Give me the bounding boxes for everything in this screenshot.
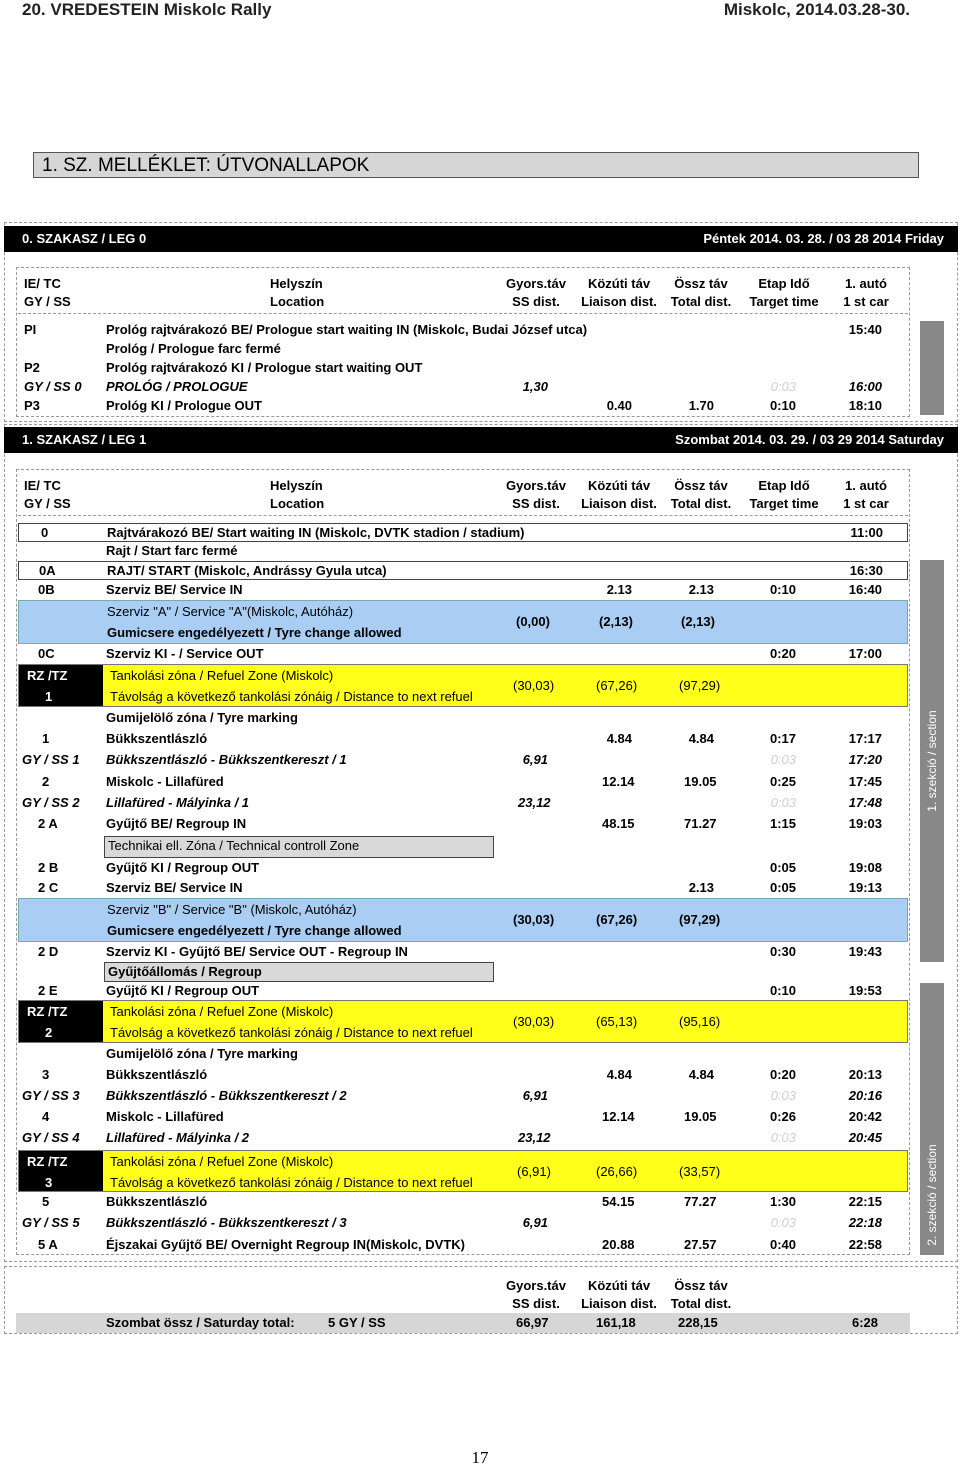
cell-ss: 6,91 bbox=[522, 1088, 548, 1103]
cell-car: 20:13 bbox=[848, 1067, 882, 1082]
refuel-zone-3 bbox=[18, 1150, 908, 1192]
leg1-head-id bbox=[24, 478, 71, 511]
cell-ti: 0:05 bbox=[769, 880, 796, 895]
cell-id: GY / SS 2 bbox=[22, 795, 80, 810]
cell-ss: 23,12 bbox=[518, 795, 551, 810]
refuel-zone-2-label bbox=[19, 1001, 103, 1042]
col-loc-en: Location bbox=[270, 294, 325, 309]
leg1-head-car bbox=[838, 478, 894, 511]
cell-car: 17:17 bbox=[848, 731, 882, 746]
cell-car: 17:00 bbox=[848, 646, 882, 661]
cell-loc: Gumijelölő zóna / Tyre marking bbox=[106, 1046, 298, 1061]
summary-label: Szombat össz / Saturday total: bbox=[106, 1315, 295, 1330]
cell-li: 12.14 bbox=[602, 1109, 635, 1124]
cell-car: 11:00 bbox=[850, 525, 883, 540]
leg1-row-tyre-marking-2 bbox=[18, 1045, 908, 1064]
cell-car: 19:08 bbox=[848, 860, 882, 875]
cell-loc: Gumijelölő zóna / Tyre marking bbox=[106, 710, 298, 725]
service-a-title: Szerviz "A" / Service "A"(Miskolc, Autóház) bbox=[107, 604, 354, 619]
summary-total-row bbox=[16, 1313, 910, 1333]
leg1-head-li bbox=[576, 478, 662, 511]
cell-id: 2 C bbox=[38, 880, 59, 895]
leg0-bar bbox=[4, 226, 958, 252]
cell-to: 71.27 bbox=[684, 816, 717, 831]
rz-to: (95,16) bbox=[679, 1014, 721, 1029]
section-1-label: 1. szekció / section bbox=[925, 710, 939, 812]
leg1-row-2a bbox=[18, 815, 908, 834]
leg1-row-tyre-marking-1 bbox=[18, 709, 908, 728]
summary-count: 5 GY / SS bbox=[328, 1315, 386, 1330]
cell-id: P2 bbox=[24, 360, 40, 375]
rz-header: RZ /TZ bbox=[27, 1154, 68, 1169]
rz-distance-label: Távolság a következő tankolási zónáig / Distance to next refuel bbox=[110, 689, 473, 704]
cell-id: P3 bbox=[24, 398, 40, 413]
cell-li: 0.40 bbox=[606, 398, 632, 413]
cell-car: 17:45 bbox=[848, 774, 882, 789]
service-a-box bbox=[18, 600, 908, 644]
summary-li: 161,18 bbox=[596, 1315, 636, 1330]
sum-to-hu: Össz táv bbox=[674, 1278, 728, 1293]
cell-to: 19.05 bbox=[684, 774, 717, 789]
cell-id: GY / SS 3 bbox=[22, 1088, 80, 1103]
leg1-row-0b bbox=[18, 581, 908, 600]
col-li-en: Liaison dist. bbox=[581, 294, 657, 309]
leg1-row-2e bbox=[18, 982, 908, 1001]
cell-loc: Miskolc - Lillafüred bbox=[106, 774, 224, 789]
leg0-head-divider bbox=[18, 313, 908, 314]
col-ss-hu: Gyors.táv bbox=[506, 478, 566, 493]
cell-ti: 0:03 bbox=[770, 1130, 796, 1145]
cell-loc: Prológ rajtvárakozó BE/ Prologue start waiting IN (Miskolc, Budai József utca) bbox=[106, 322, 588, 337]
cell-ss: 23,12 bbox=[518, 1130, 551, 1145]
summary-ss: 66,97 bbox=[516, 1315, 549, 1330]
service-b-ss: (30,03) bbox=[513, 912, 555, 927]
col-ti-hu: Etap Idő bbox=[758, 276, 810, 291]
rz-distance-label: Távolság a következő tankolási zónáig / Distance to next refuel bbox=[110, 1025, 473, 1040]
service-b-to: (97,29) bbox=[679, 912, 721, 927]
cell-ti: 0:05 bbox=[769, 860, 796, 875]
cell-id: 2 B bbox=[38, 860, 59, 875]
cell-ss: 1,30 bbox=[522, 379, 548, 394]
rz-title: Tankolási zóna / Refuel Zone (Miskolc) bbox=[110, 668, 334, 683]
rz-to: (33,57) bbox=[679, 1164, 721, 1179]
cell-id: 5 bbox=[42, 1194, 50, 1209]
summary-to: 228,15 bbox=[678, 1315, 718, 1330]
cell-car: 22:58 bbox=[848, 1237, 882, 1252]
cell-to: 1.70 bbox=[688, 398, 714, 413]
col-ti-hu: Etap Idő bbox=[758, 478, 810, 493]
rz-li: (65,13) bbox=[596, 1014, 638, 1029]
rz-distance-label: Távolság a következő tankolási zónáig / Distance to next refuel bbox=[110, 1175, 473, 1190]
leg0-row-p1 bbox=[18, 321, 908, 340]
leg0-head-loc bbox=[270, 276, 324, 309]
refuel-zone-1 bbox=[18, 664, 908, 707]
cell-ti: 0:03 bbox=[770, 1088, 796, 1103]
cell-id: PI bbox=[24, 322, 37, 337]
col-id-en: GY / SS bbox=[24, 294, 71, 309]
cell-id: 4 bbox=[42, 1109, 50, 1124]
cell-id: GY / SS 5 bbox=[22, 1215, 80, 1230]
leg1-row-2d bbox=[18, 943, 908, 962]
leg1-row-3 bbox=[18, 1066, 908, 1085]
leg0-head-id bbox=[24, 276, 71, 309]
leg1-head-divider bbox=[18, 515, 908, 516]
col-ss-en: SS dist. bbox=[512, 294, 560, 309]
leg1-row-ss2 bbox=[18, 794, 908, 813]
cell-to: 4.84 bbox=[688, 731, 714, 746]
leg1-date: Szombat 2014. 03. 29. / 03 29 2014 Saturday bbox=[675, 432, 944, 447]
col-loc-hu: Helyszín bbox=[270, 478, 323, 493]
service-a-to: (2,13) bbox=[681, 614, 715, 629]
cell-to: 4.84 bbox=[688, 1067, 714, 1082]
cell-li: 12.14 bbox=[602, 774, 635, 789]
cell-loc: Lillafüred - Mályinka / 1 bbox=[106, 795, 250, 810]
leg1-row-parc bbox=[18, 542, 908, 561]
cell-ss: 6,91 bbox=[522, 1215, 548, 1230]
refuel-zone-1-label bbox=[19, 665, 103, 706]
cell-ss: 6,91 bbox=[522, 752, 548, 767]
page-number: 17 bbox=[471, 1448, 489, 1467]
cell-id: 0C bbox=[38, 646, 55, 661]
rz-number: 1 bbox=[45, 689, 53, 704]
cell-car: 19:03 bbox=[848, 816, 882, 831]
col-car-en: 1 st car bbox=[843, 294, 889, 309]
cell-loc: PROLÓG / PROLOGUE bbox=[106, 379, 248, 394]
summary-ti: 6:28 bbox=[852, 1315, 879, 1330]
rz-li: (26,66) bbox=[596, 1164, 638, 1179]
leg1-head-ss bbox=[502, 478, 570, 511]
cell-loc: Bükkszentlászló bbox=[106, 731, 208, 746]
col-ss-hu: Gyors.táv bbox=[506, 276, 566, 291]
leg0-head-to bbox=[666, 276, 736, 309]
col-to-en: Total dist. bbox=[670, 294, 732, 309]
col-li-hu: Közúti táv bbox=[587, 276, 651, 291]
cell-loc: Bükkszentlászló bbox=[106, 1194, 208, 1209]
col-to-hu: Össz táv bbox=[674, 276, 728, 291]
leg1-row-5a bbox=[18, 1236, 908, 1255]
cell-ti: 0:03 bbox=[770, 795, 796, 810]
rz-title: Tankolási zóna / Refuel Zone (Miskolc) bbox=[110, 1154, 334, 1169]
cell-id: 2 E bbox=[38, 983, 58, 998]
leg1-head-loc bbox=[270, 478, 324, 511]
technical-control-zone: Technikai ell. Zóna / Technical controll Zone bbox=[104, 836, 494, 858]
summary-head-ss bbox=[502, 1278, 570, 1311]
cell-ti: 0:30 bbox=[769, 944, 796, 959]
cell-loc: Gyűjtő KI / Regroup OUT bbox=[106, 983, 260, 998]
rz-li: (67,26) bbox=[596, 678, 638, 693]
refuel-zone-2 bbox=[18, 1000, 908, 1043]
event-title: 20. VREDESTEIN Miskolc Rally bbox=[22, 0, 272, 19]
rz-number: 3 bbox=[45, 1175, 53, 1190]
cell-loc: Rajt / Start farc fermé bbox=[106, 543, 238, 558]
summary-head-li bbox=[576, 1278, 662, 1311]
cell-li: 20.88 bbox=[602, 1237, 635, 1252]
rz-ss: (30,03) bbox=[513, 1014, 555, 1029]
service-a-li: (2,13) bbox=[599, 614, 633, 629]
section-2-label: 2. szekció / section bbox=[925, 1144, 939, 1246]
leg0-row-p3 bbox=[18, 397, 908, 416]
cell-ti: 0:20 bbox=[769, 646, 796, 661]
prologue-side-bar bbox=[920, 321, 944, 415]
col-id-hu: IE/ TC bbox=[24, 478, 61, 493]
leg1-row-2c bbox=[18, 879, 908, 898]
cell-car: 19:53 bbox=[848, 983, 882, 998]
leg1-row-2 bbox=[18, 773, 908, 792]
cell-id: 0B bbox=[38, 582, 55, 597]
leg1-title: 1. SZAKASZ / LEG 1 bbox=[22, 432, 147, 447]
cell-car: 16:40 bbox=[848, 582, 882, 597]
sum-li-en: Liaison dist. bbox=[581, 1296, 657, 1311]
col-ti-en: Target time bbox=[749, 294, 819, 309]
cell-car: 15:40 bbox=[848, 322, 882, 337]
cell-loc: Prológ KI / Prologue OUT bbox=[106, 398, 262, 413]
cell-loc: Bükkszentlászló - Bükkszentkereszt / 1 bbox=[106, 752, 347, 767]
col-id-en: GY / SS bbox=[24, 496, 71, 511]
col-li-en: Liaison dist. bbox=[581, 496, 657, 511]
col-to-en: Total dist. bbox=[670, 496, 732, 511]
col-car-en: 1 st car bbox=[843, 496, 889, 511]
leg1-head-to bbox=[666, 478, 736, 511]
cell-li: 48.15 bbox=[602, 816, 635, 831]
cell-id: 2 bbox=[42, 774, 50, 789]
cell-id: GY / SS 4 bbox=[22, 1130, 80, 1145]
cell-ti: 0:17 bbox=[769, 731, 796, 746]
cell-ti: 1:15 bbox=[769, 816, 796, 831]
sum-to-en: Total dist. bbox=[670, 1296, 732, 1311]
cell-car: 17:20 bbox=[848, 752, 882, 767]
cell-ti: 0:03 bbox=[770, 752, 796, 767]
service-a-tyre: Gumicsere engedélyezett / Tyre change allowed bbox=[107, 625, 402, 640]
cell-to: 19.05 bbox=[684, 1109, 717, 1124]
cell-to: 77.27 bbox=[684, 1194, 717, 1209]
summary-head-to bbox=[666, 1278, 736, 1311]
cell-to: 2.13 bbox=[688, 582, 714, 597]
cell-loc: Szerviz BE/ Service IN bbox=[106, 582, 243, 597]
service-a-ss: (0,00) bbox=[516, 614, 550, 629]
cell-id: 0 bbox=[41, 525, 49, 540]
leg0-head-ti bbox=[742, 276, 826, 309]
cell-ti: 1:30 bbox=[769, 1194, 796, 1209]
leg1-row-ss1 bbox=[18, 751, 908, 770]
cell-loc: Prológ rajtvárakozó KI / Prologue start waiting OUT bbox=[106, 360, 423, 375]
col-id-hu: IE/ TC bbox=[24, 276, 61, 291]
service-b-box bbox=[18, 898, 908, 942]
cell-loc: Miskolc - Lillafüred bbox=[106, 1109, 224, 1124]
rz-title: Tankolási zóna / Refuel Zone (Miskolc) bbox=[110, 1004, 334, 1019]
cell-ti: 0:20 bbox=[769, 1067, 796, 1082]
leg1-bar bbox=[4, 427, 958, 453]
cell-id: 2 A bbox=[38, 816, 58, 831]
cell-loc: Szerviz BE/ Service IN bbox=[106, 880, 243, 895]
cell-loc: Bükkszentlászló - Bükkszentkereszt / 3 bbox=[106, 1215, 347, 1230]
leg1-row-4 bbox=[18, 1108, 908, 1127]
rz-header: RZ /TZ bbox=[27, 1004, 68, 1019]
cell-loc: Rajtvárakozó BE/ Start waiting IN (Miskolc, DVTK stadion / stadium) bbox=[107, 525, 525, 540]
col-car-hu: 1. autó bbox=[845, 478, 887, 493]
rz-header: RZ /TZ bbox=[27, 668, 68, 683]
cell-li: 54.15 bbox=[602, 1194, 635, 1209]
leg1-row-ss4 bbox=[18, 1129, 908, 1148]
cell-ti: 0:10 bbox=[769, 582, 796, 597]
leg0-head-ss bbox=[502, 276, 570, 309]
cell-loc: Lillafüred - Mályinka / 2 bbox=[106, 1130, 250, 1145]
cell-ti: 0:25 bbox=[769, 774, 796, 789]
col-to-hu: Össz táv bbox=[674, 478, 728, 493]
cell-id: 5 A bbox=[38, 1237, 58, 1252]
leg0-date: Péntek 2014. 03. 28. / 03 28 2014 Friday bbox=[703, 231, 944, 246]
leg1-head-ti bbox=[742, 478, 826, 511]
rz-to: (97,29) bbox=[679, 678, 721, 693]
annex-title: 1. SZ. MELLÉKLET: ÚTVONALLAPOK bbox=[33, 152, 919, 178]
cell-ti: 0:26 bbox=[769, 1109, 796, 1124]
cell-car: 20:42 bbox=[848, 1109, 882, 1124]
cell-loc: Éjszakai Gyűjtő BE/ Overnight Regroup IN(Miskolc, DVTK) bbox=[106, 1237, 465, 1252]
cell-id: GY / SS 0 bbox=[24, 379, 82, 394]
event-place-date: Miskolc, 2014.03.28-30. bbox=[723, 0, 910, 19]
cell-ti: 0:03 bbox=[770, 1215, 796, 1230]
section-2-bar bbox=[920, 983, 944, 1255]
cell-car: 16:30 bbox=[849, 563, 883, 578]
leg1-row-5 bbox=[18, 1193, 908, 1212]
leg0-row-ss0 bbox=[18, 378, 908, 397]
cell-car: 18:10 bbox=[848, 398, 882, 413]
leg1-row-0a bbox=[18, 561, 908, 580]
cell-loc: Bükkszentlászló bbox=[106, 1067, 208, 1082]
cell-ti: 0:10 bbox=[769, 983, 796, 998]
cell-id: GY / SS 1 bbox=[22, 752, 80, 767]
cell-car: 20:16 bbox=[848, 1088, 882, 1103]
cell-id: 1 bbox=[42, 731, 50, 746]
service-b-title: Szerviz "B" / Service "B" (Miskolc, Autóház) bbox=[107, 902, 357, 917]
service-b-li: (67,26) bbox=[596, 912, 638, 927]
col-loc-en: Location bbox=[270, 496, 325, 511]
cell-ti: 0:40 bbox=[769, 1237, 796, 1252]
cell-loc: Prológ / Prologue farc fermé bbox=[106, 341, 281, 356]
leg1-row-ss3 bbox=[18, 1087, 908, 1106]
section-1-bar bbox=[920, 560, 944, 962]
col-li-hu: Közúti táv bbox=[587, 478, 651, 493]
sum-ss-en: SS dist. bbox=[512, 1296, 560, 1311]
cell-car: 17:48 bbox=[848, 795, 882, 810]
leg1-row-0c bbox=[18, 645, 908, 664]
leg1-row-2b bbox=[18, 859, 908, 878]
cell-loc: Gyűjtő BE/ Regroup IN bbox=[106, 816, 247, 831]
rz-ss: (6,91) bbox=[517, 1164, 551, 1179]
cell-li: 4.84 bbox=[606, 1067, 632, 1082]
cell-car: 19:43 bbox=[848, 944, 882, 959]
leg0-row-parc bbox=[18, 340, 908, 359]
leg1-row-ss5 bbox=[18, 1214, 908, 1233]
sum-ss-hu: Gyors.táv bbox=[506, 1278, 566, 1293]
leg0-head-li bbox=[576, 276, 662, 309]
col-ss-en: SS dist. bbox=[512, 496, 560, 511]
cell-ti: 0:03 bbox=[770, 379, 796, 394]
cell-loc: Gyűjtő KI / Regroup OUT bbox=[106, 860, 260, 875]
cell-loc: Szerviz KI - Gyűjtő BE/ Service OUT - Regroup IN bbox=[106, 944, 408, 959]
cell-loc: Szerviz KI - / Service OUT bbox=[106, 646, 264, 661]
rz-ss: (30,03) bbox=[513, 678, 555, 693]
leg0-row-p2 bbox=[18, 359, 908, 378]
cell-to: 27.57 bbox=[684, 1237, 717, 1252]
leg1-row-1 bbox=[18, 730, 908, 749]
cell-id: 3 bbox=[42, 1067, 50, 1082]
leg0-head-car bbox=[838, 276, 894, 309]
leg1-row-0 bbox=[18, 523, 908, 542]
regroup-box: Gyűjtőállomás / Regroup bbox=[104, 962, 494, 982]
cell-car: 16:00 bbox=[848, 379, 882, 394]
cell-car: 20:45 bbox=[848, 1130, 882, 1145]
cell-loc: RAJT/ START (Miskolc, Andrássy Gyula utca) bbox=[107, 563, 387, 578]
cell-id: 2 D bbox=[38, 944, 59, 959]
cell-li: 2.13 bbox=[606, 582, 632, 597]
cell-li: 4.84 bbox=[606, 731, 632, 746]
cell-ti: 0:10 bbox=[769, 398, 796, 413]
cell-loc: Bükkszentlászló - Bükkszentkereszt / 2 bbox=[106, 1088, 347, 1103]
refuel-zone-3-label bbox=[19, 1151, 103, 1191]
leg0-title: 0. SZAKASZ / LEG 0 bbox=[22, 231, 147, 246]
cell-id: 0A bbox=[39, 563, 56, 578]
col-car-hu: 1. autó bbox=[845, 276, 887, 291]
rz-number: 2 bbox=[45, 1025, 53, 1040]
cell-to: 2.13 bbox=[688, 880, 714, 895]
cell-car: 22:15 bbox=[848, 1194, 882, 1209]
cell-car: 22:18 bbox=[848, 1215, 882, 1230]
col-loc-hu: Helyszín bbox=[270, 276, 323, 291]
cell-car: 19:13 bbox=[848, 880, 882, 895]
service-b-tyre: Gumicsere engedélyezett / Tyre change allowed bbox=[107, 923, 402, 938]
sum-li-hu: Közúti táv bbox=[587, 1278, 651, 1293]
col-ti-en: Target time bbox=[749, 496, 819, 511]
